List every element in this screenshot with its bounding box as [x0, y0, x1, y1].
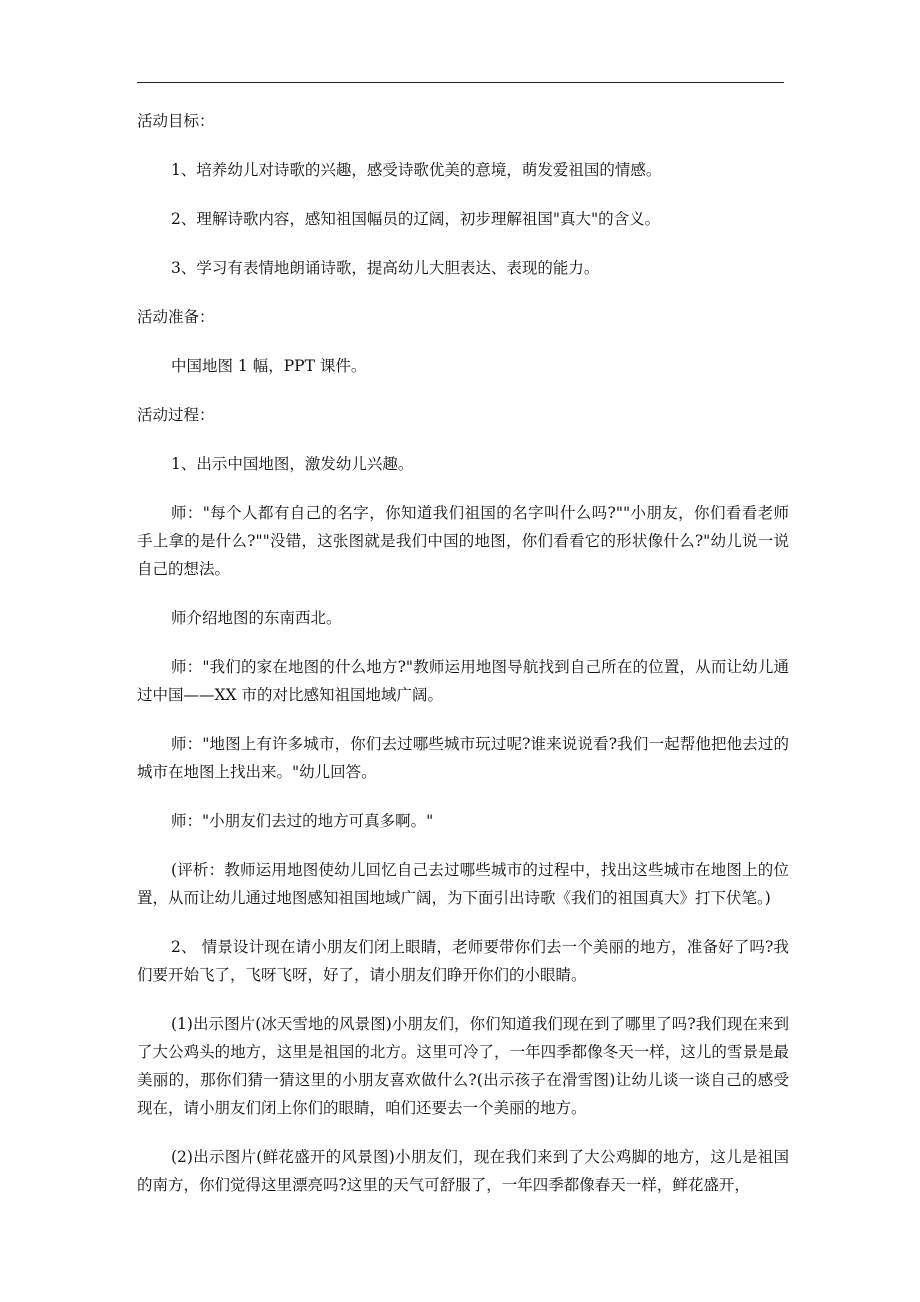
process-paragraph: 师："地图上有许多城市，你们去过哪些城市玩过呢?谁来说说看?我们一起帮他把他去过的城市在地图上找出来。"幼儿回答。	[137, 735, 789, 781]
process-paragraph: 师："我们的家在地图的什么地方?"教师运用地图导航找到自己所在的位置，从而让幼儿通过中国——XX 市的对比感知祖国地域广阔。	[137, 658, 789, 704]
header-rule	[137, 82, 784, 83]
goal-item-3: 3、学习有表情地朗诵诗歌，提高幼儿大胆表达、表现的能力。	[171, 259, 600, 277]
document-body	[137, 107, 789, 1220]
process-substep-2: (2)出示图片(鲜花盛开的风景图)小朋友们，现在我们来到了大公鸡脚的地方，这儿是祖国的南方，你们觉得这里漂亮吗?这里的天气可舒服了，一年四季都像春天一样，鲜花盛开，	[137, 1148, 789, 1194]
process-step-2: 2、 情景设计现在请小朋友们闭上眼睛，老师要带你们去一个美丽的地方，准备好了吗?我们要开始飞了，飞呀飞呀，好了，请小朋友们睁开你们的小眼睛。	[137, 938, 789, 984]
preparation-item: 中国地图 1 幅，PPT 课件。	[171, 357, 367, 375]
commentary-paragraph: (评析：教师运用地图使幼儿回忆自己去过哪些城市的过程中，找出这些城市在地图上的位置，从而让幼儿通过地图感知祖国地域广阔，为下面引出诗歌《我们的祖国真大》打下伏笔。)	[137, 861, 789, 907]
process-step-1: 1、出示中国地图，激发幼儿兴趣。	[171, 455, 414, 473]
goal-item-2: 2、理解诗歌内容，感知祖国幅员的辽阔，初步理解祖国"真大"的含义。	[171, 210, 661, 228]
section-heading-goals: 活动目标：	[137, 112, 215, 130]
section-heading-process: 活动过程：	[137, 406, 215, 424]
section-heading-preparation: 活动准备：	[137, 308, 215, 326]
process-paragraph: 师介绍地图的东南西北。	[171, 609, 342, 627]
process-paragraph: 师："每个人都有自己的名字，你知道我们祖国的名字叫什么吗?""小朋友，你们看看老师手上拿的是什么?""没错，这张图就是我们中国的地图，你们看看它的形状像什么?"幼儿说一说自己的想法。	[137, 504, 789, 578]
goal-item-1: 1、培养幼儿对诗歌的兴趣，感受诗歌优美的意境，萌发爱祖国的情感。	[171, 161, 662, 179]
process-substep-1: (1)出示图片(冰天雪地的风景图)小朋友们，你们知道我们现在到了哪里了吗?我们现在来到了大公鸡头的地方，这里是祖国的北方。这里可冷了，一年四季都像冬天一样，这儿的雪景是最美丽的，那你们猜一猜这里的小朋友喜欢做什么?(出示孩子在滑雪图)让幼儿谈一谈自己的感受现在，请小朋友们闭上你们的眼睛，咱们还要去一个美丽的地方。	[137, 1015, 789, 1117]
process-paragraph: 师："小朋友们去过的地方可真多啊。"	[171, 812, 434, 830]
